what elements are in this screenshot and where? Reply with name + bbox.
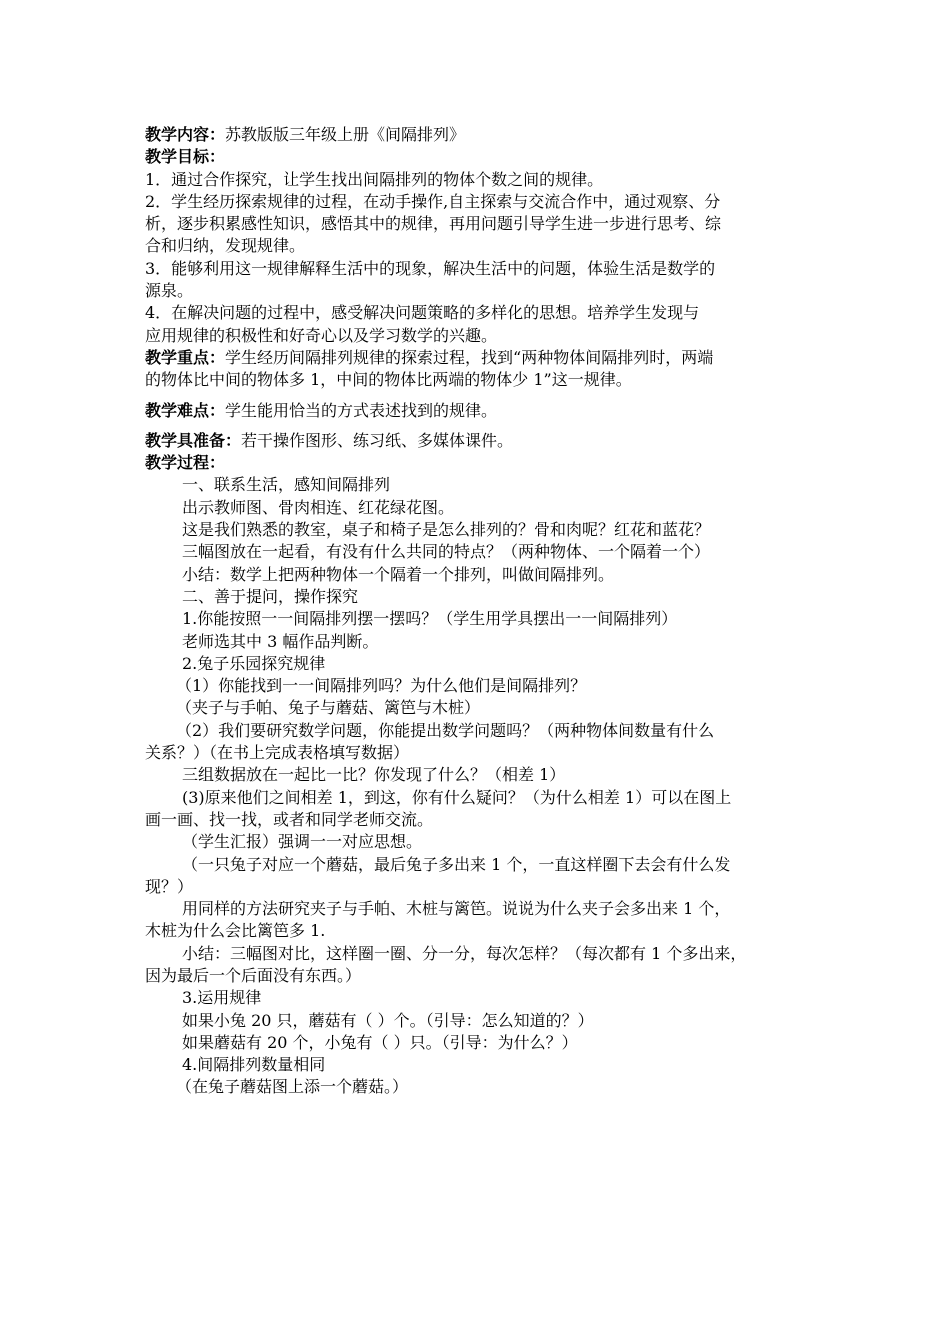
process-line: 小结：数学上把两种物体一个隔着一个排列，叫做间隔排列。 [182,564,615,584]
process-line: 用同样的方法研究夹子与手帕、木桩与篱笆。说说为什么夹子会多出来 1 个， [182,899,731,919]
process-line: 3.运用规律 [182,988,262,1008]
key-point-line-2: 的物体比中间的物体多 1，中间的物体比两端的物体少 1”这一规律。 [145,370,632,390]
process-line: 老师选其中 3 幅作品判断。 [182,631,379,651]
process-line: （2）我们要研究数学问题，你能提出数学问题吗？（两种物体间数量有什么 [176,720,715,740]
process-line: 4.间隔排列数量相同 [182,1055,326,1075]
process-line: 关系？）（在书上完成表格填写数据） [145,743,410,763]
goal-line: 合和归纳，发现规律。 [145,236,306,256]
materials-text: 若干操作图形、练习纸、多媒体课件。 [241,430,514,450]
process-line: 画一画、找一找，或者和同学老师交流。 [145,809,434,829]
process-line: 出示教师图、骨肉相连、红花绿花图。 [182,497,455,517]
content-line [145,124,810,146]
process-line: 如果小兔 20 只，蘑菇有（ ）个。（引导：怎么知道的？） [182,1010,594,1030]
process-line: （1）你能找到一一间隔排列吗？为什么他们是间隔排列？ [176,676,587,696]
goal-line: 源泉。 [145,281,194,301]
goal-line: 析，逐步积累感性知识，感悟其中的规律，再用问题引导学生进一步进行思考、综 [145,214,722,234]
process-line: 三组数据放在一起比一比？你发现了什么？（相差 1） [182,765,566,785]
process-line: 如果蘑菇有 20 个，小兔有（ ）只。（引导：为什么？） [182,1032,578,1052]
key-point-line [145,347,810,369]
process-line: (3)原来他们之间相差 1，到这，你有什么疑问？（为什么相差 1）可以在图上 [182,787,732,807]
lesson-plan-document [145,124,810,1099]
goal-line: 1．通过合作探究，让学生找出间隔排列的物体个数之间的规律。 [145,169,604,189]
process-line: （在兔子蘑菇图上添一个蘑菇。） [176,1077,409,1097]
difficulty-label: 教学难点： [145,400,226,420]
process-line: 1.你能按照一一间隔排列摆一摆吗？（学生用学具摆出一一间隔排列） [182,609,678,629]
process-line: 这是我们熟悉的教室，桌子和椅子是怎么排列的？骨和肉呢？红花和蓝花？ [182,520,711,540]
key-point-label: 教学重点： [145,347,226,367]
goal-line: 4．在解决问题的过程中，感受解决问题策略的多样化的思想。培养学生发现与 [145,303,700,323]
process-line: 三幅图放在一起看，有没有什么共同的特点？（两种物体、一个隔着一个） [182,542,711,562]
difficulty-text: 学生能用恰当的方式表述找到的规律。 [225,400,498,420]
process-line: 木桩为什么会比篱笆多 1. [145,921,326,941]
process-line: 一、联系生活，感知间隔排列 [182,475,391,495]
goal-line: 3．能够利用这一规律解释生活中的现象，解决生活中的问题，体验生活是数学的 [145,258,716,278]
content-value: 苏教版版三年级上册《间隔排列》 [225,125,466,144]
goal-line: 2．学生经历探索规律的过程，在动手操作,自主探索与交流合作中，通过观察、分 [145,191,721,211]
process-line: （一只兔子对应一个蘑菇，最后兔子多出来 1 个，一直这样圈下去会有什么发 [182,854,731,874]
process-line: 现？） [145,876,194,896]
materials-label: 教学具准备： [145,430,242,450]
goal-line: 应用规律的积极性和好奇心以及学习数学的兴趣。 [145,325,498,345]
process-line: （夹子与手帕、兔子与蘑菇、篱笆与木桩） [176,698,481,718]
key-point-text: 学生经历间隔排列规律的探索过程，找到“两种物体间隔排列时，两端 [225,347,714,367]
difficulty-line [145,400,810,422]
process-line: （学生汇报）强调一一对应思想。 [182,832,423,852]
process-line: 二、善于提问，操作探究 [182,586,359,606]
process-heading: 教学过程： [145,453,226,473]
process-line: 小结：三幅图对比，这样圈一圈、分一分，每次怎样？（每次都有 1 个多出来， [182,943,747,963]
materials-line [145,430,810,452]
content-label: 教学内容： [145,125,226,144]
goals-heading: 教学目标： [145,147,226,167]
process-line: 2.兔子乐园探究规律 [182,653,326,673]
process-line: 因为最后一个后面没有东西。） [145,965,362,985]
